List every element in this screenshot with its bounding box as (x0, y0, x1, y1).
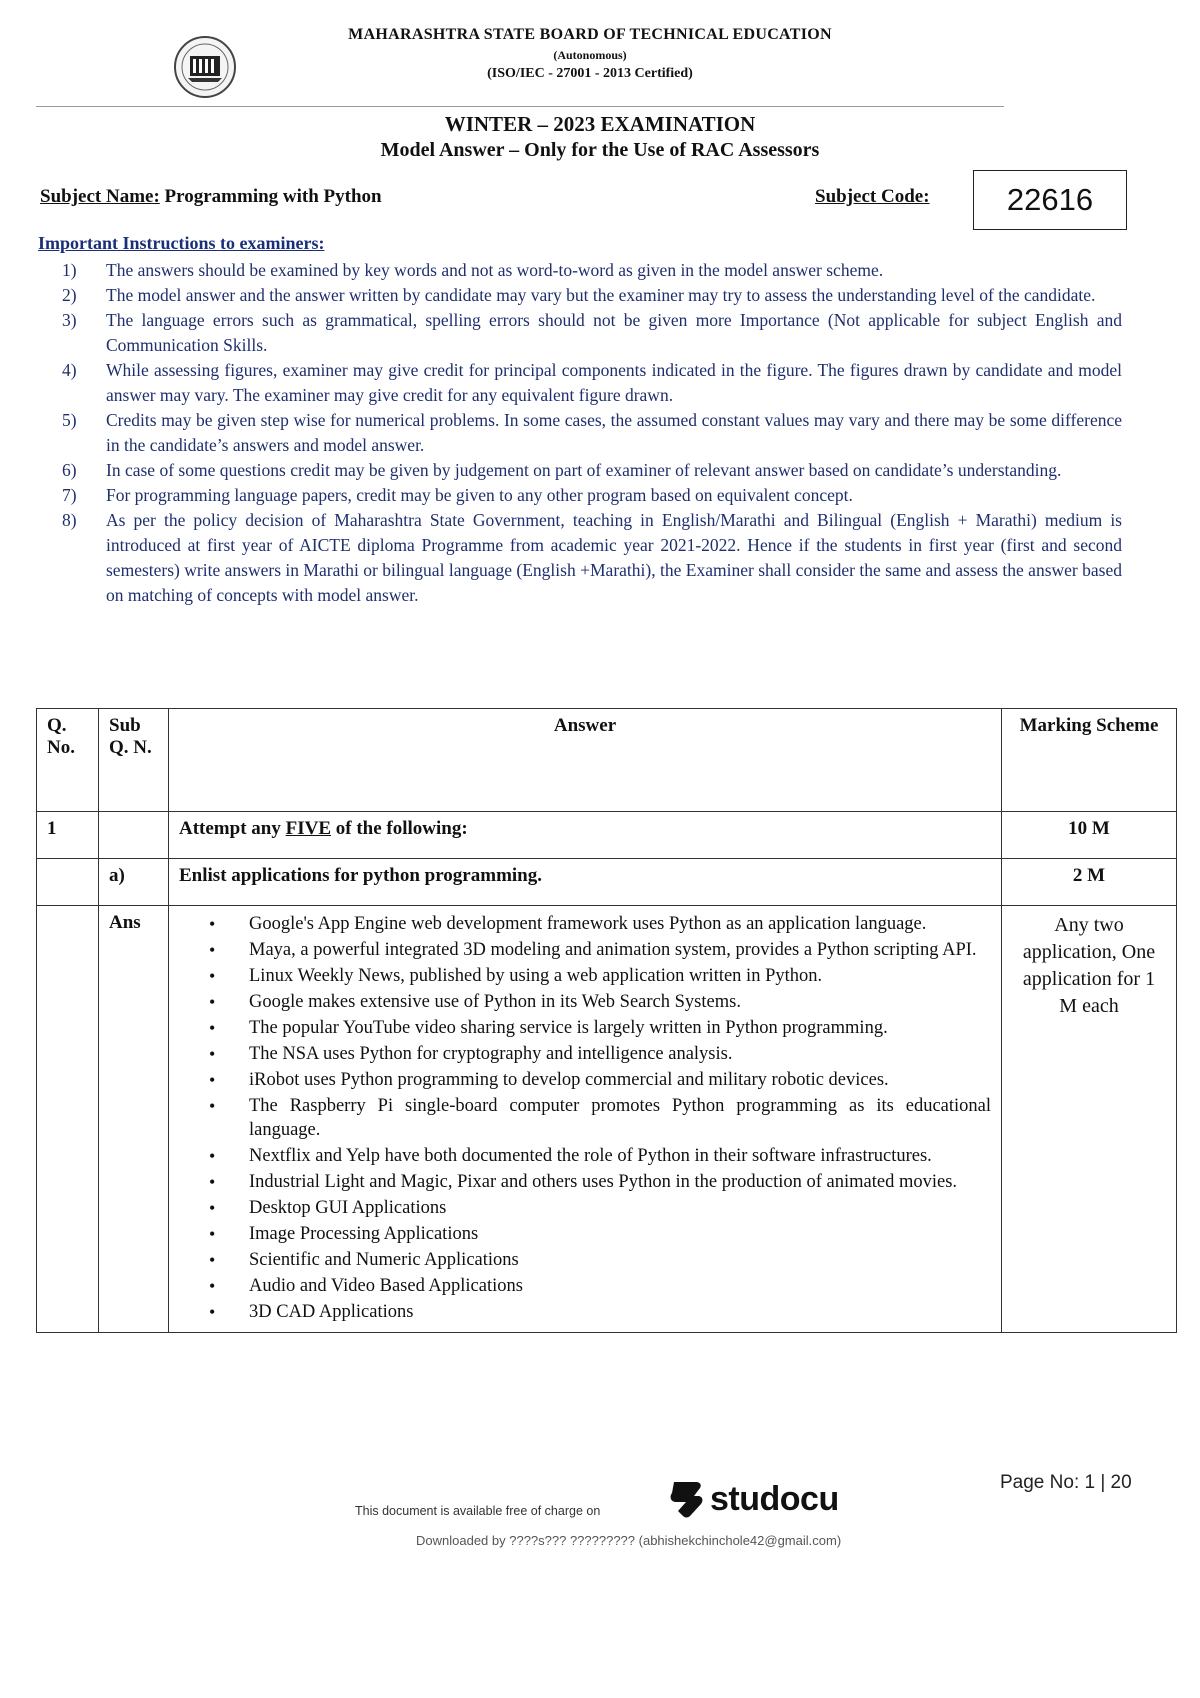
board-certification: (ISO/IEC - 27001 - 2013 Certified) (487, 66, 693, 81)
instruction-text: The language errors such as grammatical, spelling errors should not be given more Importance (Not applicable for subject English and Communication Skills. (106, 310, 1122, 355)
qa-question: Enlist applications for python programming. (169, 859, 1002, 906)
ans-content (169, 906, 1002, 1333)
instruction-item (62, 258, 1122, 283)
model-answer-title: Model Answer – Only for the Use of RAC Assessors (380, 139, 820, 161)
instruction-number: 7) (62, 485, 77, 505)
answer-item: • Scientific and Numeric Applications (249, 1248, 991, 1272)
instruction-item (62, 483, 1122, 508)
instruction-number: 4) (62, 360, 77, 380)
footer-downloaded-text: Downloaded by ????s??? ????????? (abhishekchinchole42@gmail.com) (416, 1533, 842, 1548)
subject-code-box: 22616 (973, 170, 1127, 230)
instruction-number: 1) (62, 260, 77, 280)
header-answer: Answer (169, 709, 1002, 812)
subject-code-label: Subject Code: (815, 186, 930, 207)
q1-instruction (169, 812, 1002, 859)
instruction-item (62, 508, 1122, 608)
page-number: Page No: 1 | 20 (1000, 1472, 1132, 1493)
board-autonomous: (Autonomous) (553, 48, 627, 62)
header-qno: Q. No. (37, 709, 99, 812)
instruction-number: 3) (62, 310, 77, 330)
subject-name-label: Subject Name: (40, 186, 160, 207)
instruction-item (62, 458, 1122, 483)
instruction-item (62, 358, 1122, 408)
answer-item: • Audio and Video Based Applications (249, 1274, 991, 1298)
answer-item: • Industrial Light and Magic, Pixar and others uses Python in the production of animated movies. (249, 1170, 991, 1194)
ans-empty (37, 906, 99, 1333)
instruction-number: 2) (62, 285, 77, 305)
qa-marks: 2 M (1002, 859, 1177, 906)
answer-item: • Google makes extensive use of Python in its Web Search Systems. (249, 990, 991, 1014)
answer-item: • The popular YouTube video sharing service is largely written in Python programming. (249, 1016, 991, 1040)
header-subq: Sub Q. N. (99, 709, 169, 812)
answer-item: • Nextflix and Yelp have both documented the role of Python in their software infrastructures. (249, 1144, 991, 1168)
header-divider (36, 106, 1004, 107)
q1-marks: 10 M (1002, 812, 1177, 859)
answer-item: • 3D CAD Applications (249, 1300, 991, 1324)
q1-five: FIVE (285, 818, 332, 839)
qa-empty (37, 859, 99, 906)
instruction-text: Credits may be given step wise for numerical problems. In some cases, the assumed constant values may vary and there may be some difference in the candidate’s answers and model answer. (106, 410, 1122, 455)
table-header-row (37, 709, 1177, 812)
answer-item: • The NSA uses Python for cryptography and intelligence analysis. (249, 1042, 991, 1066)
header-marking: Marking Scheme (1002, 709, 1177, 812)
footer-available-text: This document is available free of charge on (355, 1504, 601, 1518)
instruction-item (62, 308, 1122, 358)
studocu-brand-text: studocu (710, 1479, 839, 1518)
instruction-item (62, 283, 1122, 308)
answer-item: • Desktop GUI Applications (249, 1196, 991, 1220)
qa-sub: a) (99, 859, 169, 906)
instruction-item (62, 408, 1122, 458)
instruction-number: 6) (62, 460, 77, 480)
exam-title: WINTER – 2023 EXAMINATION (444, 112, 756, 136)
subject-name (40, 186, 382, 208)
table-row-ans (37, 906, 1177, 1333)
answer-table (36, 708, 1177, 1333)
q1-number: 1 (37, 812, 99, 859)
answer-item: • iRobot uses Python programming to develop commercial and military robotic devices. (249, 1068, 991, 1092)
q1-prefix: Attempt any (179, 818, 286, 839)
ans-label: Ans (99, 906, 169, 1333)
instruction-number: 5) (62, 410, 77, 430)
q1-suffix: of the following: (331, 818, 468, 839)
board-name: MAHARASHTRA STATE BOARD OF TECHNICAL EDUCATION (348, 26, 832, 43)
instructions-heading: Important Instructions to examiners: (38, 233, 325, 253)
instruction-text: For programming language papers, credit may be given to any other program based on equivalent concept. (106, 485, 853, 505)
instruction-text: The answers should be examined by key words and not as word-to-word as given in the model answer scheme. (106, 260, 884, 280)
table-row-qa (37, 859, 1177, 906)
answer-item: • Image Processing Applications (249, 1222, 991, 1246)
instructions-list (62, 258, 1122, 608)
instruction-text: The model answer and the answer written by candidate may vary but the examiner may try to assess the understanding level of the candidate. (106, 285, 1096, 305)
answer-item: • Maya, a powerful integrated 3D modeling and animation system, provides a Python scripting API. (249, 938, 991, 962)
studocu-logo-icon (666, 1478, 706, 1520)
answer-list (179, 912, 991, 1324)
answer-item: • The Raspberry Pi single-board computer promotes Python programming as its educational language. (249, 1094, 991, 1142)
instruction-text: In case of some questions credit may be given by judgement on part of examiner of relevant answer based on candidate’s understanding. (106, 460, 1062, 480)
instruction-text: As per the policy decision of Maharashtra State Government, teaching in English/Marathi and Bilingual (English + Marathi) medium is introduced at first year of AICTE diploma Programme from academic year 2021-2022. Hence if the students in first year (first and second semesters) write answers in Marathi or bilingual language (English +Marathi), the Examiner shall consider the same and assess the answer based on matching of concepts with model answer. (106, 510, 1122, 605)
answer-item: • Linux Weekly News, published by using a web application written in Python. (249, 964, 991, 988)
ans-marking: Any two application, One application for 1 M each (1002, 906, 1177, 1333)
instruction-number: 8) (62, 510, 77, 530)
q1-sub-empty (99, 812, 169, 859)
studocu-brand[interactable] (666, 1478, 839, 1520)
answer-item: • Google's App Engine web development framework uses Python as an application language. (249, 912, 991, 936)
instruction-text: While assessing figures, examiner may give credit for principal components indicated in the figure. The figures drawn by candidate and model answer may vary. The examiner may give credit for any equivalent figure drawn. (106, 360, 1122, 405)
subject-name-value: Programming with Python (164, 186, 382, 207)
table-row-q1 (37, 812, 1177, 859)
